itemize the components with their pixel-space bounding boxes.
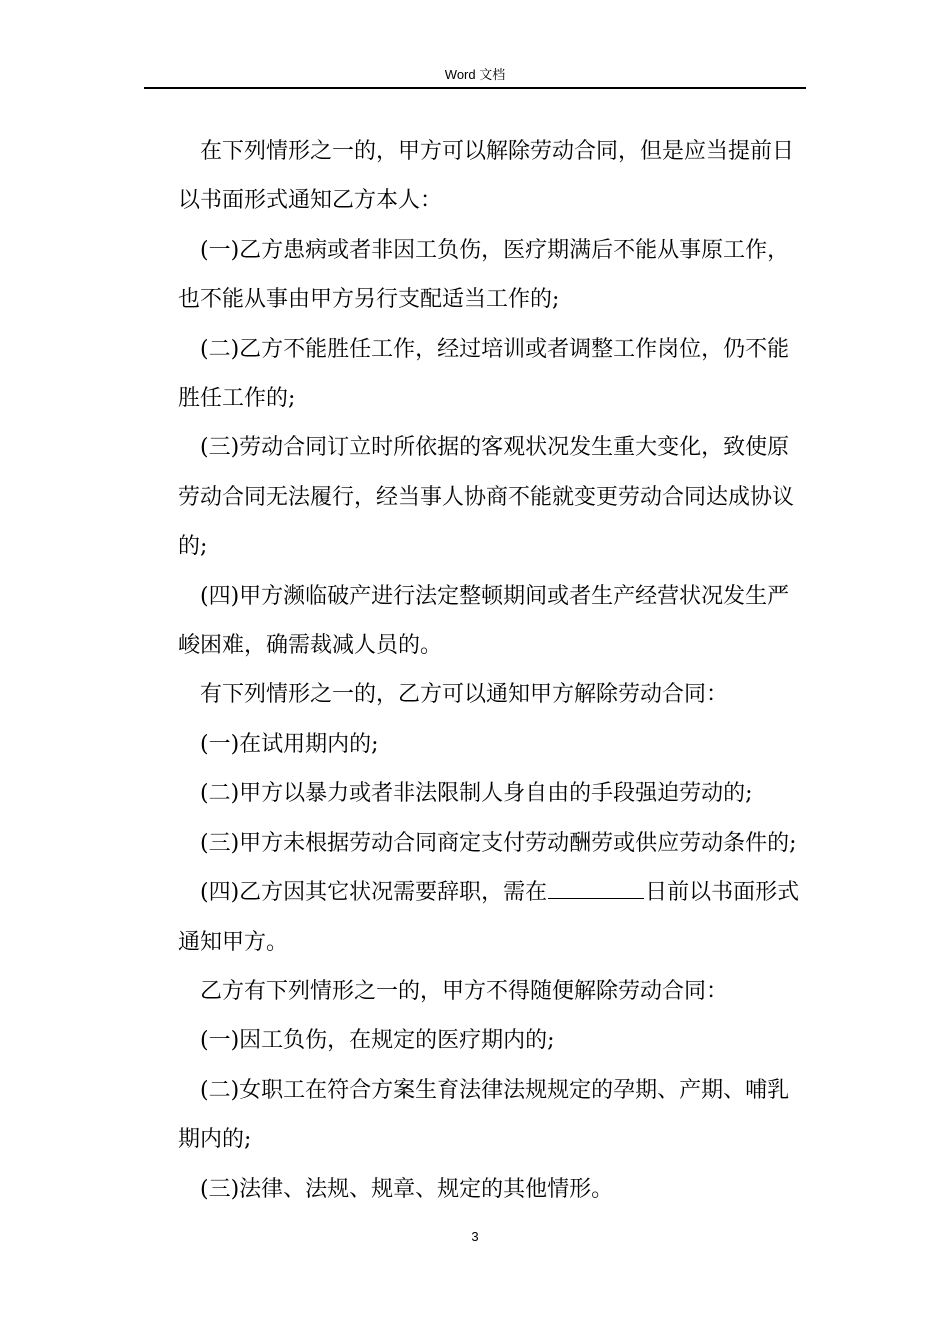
paragraph-clause-2-incompetence: (二)乙方不能胜任工作，经过培训或者调整工作岗位，仍不能胜任工作的;	[178, 336, 790, 412]
paragraph-employee-clause-2-forced-labor: (二)甲方以暴力或者非法限制人身自由的手段强迫劳动的;	[200, 781, 753, 807]
fill-in-blank	[548, 897, 644, 899]
paragraph-clause-3-circumstance-change: (三)劳动合同订立时所依据的客观状况发生重大变化，致使原劳动合同无法履行，经当事人协商不能就变更劳动合同达成协议的;	[178, 435, 795, 560]
paragraph-protected-clause-2-maternity: (二)女职工在符合方案生育法律法规规定的孕期、产期、哺乳期内的;	[178, 1077, 790, 1153]
paragraph-protected-employee-heading: 乙方有下列情形之一的，甲方不得随便解除劳动合同：	[200, 978, 729, 1004]
paragraph-employer-termination-notice: 在下列情形之一的，甲方可以解除劳动合同，但是应当提前日以书面形式通知乙方本人：	[178, 139, 795, 214]
paragraph-employee-termination-heading: 有下列情形之一的，乙方可以通知甲方解除劳动合同：	[200, 682, 729, 708]
paragraph-clause-1-illness: (一)乙方患病或者非因工负伤，医疗期满后不能从事原工作，也不能从事由甲方另行支配适当工作的;	[178, 237, 790, 313]
header-divider	[144, 87, 806, 89]
document-body	[178, 127, 804, 1214]
paragraph-employee-clause-4-resignation	[178, 868, 804, 967]
page-number: 3	[471, 1229, 479, 1244]
page-header: Word 文档	[444, 67, 506, 82]
paragraph-protected-clause-1-injury: (一)因工负伤，在规定的医疗期内的;	[200, 1028, 555, 1054]
paragraph-employee-clause-1-probation: (一)在试用期内的;	[200, 731, 379, 757]
paragraph-clause-4-bankruptcy: (四)甲方濒临破产进行法定整顿期间或者生产经营状况发生严峻困难，确需裁减人员的。	[178, 583, 790, 659]
resignation-text-after: 日前以书面形式通知甲方。	[178, 880, 800, 955]
resignation-text-before: (四)乙方因其它状况需要辞职，需在	[200, 880, 548, 906]
paragraph-protected-clause-3-other: (三)法律、法规、规章、规定的其他情形。	[200, 1176, 614, 1202]
paragraph-employee-clause-3-unpaid: (三)甲方未根据劳动合同商定支付劳动酬劳或供应劳动条件的;	[200, 830, 797, 856]
